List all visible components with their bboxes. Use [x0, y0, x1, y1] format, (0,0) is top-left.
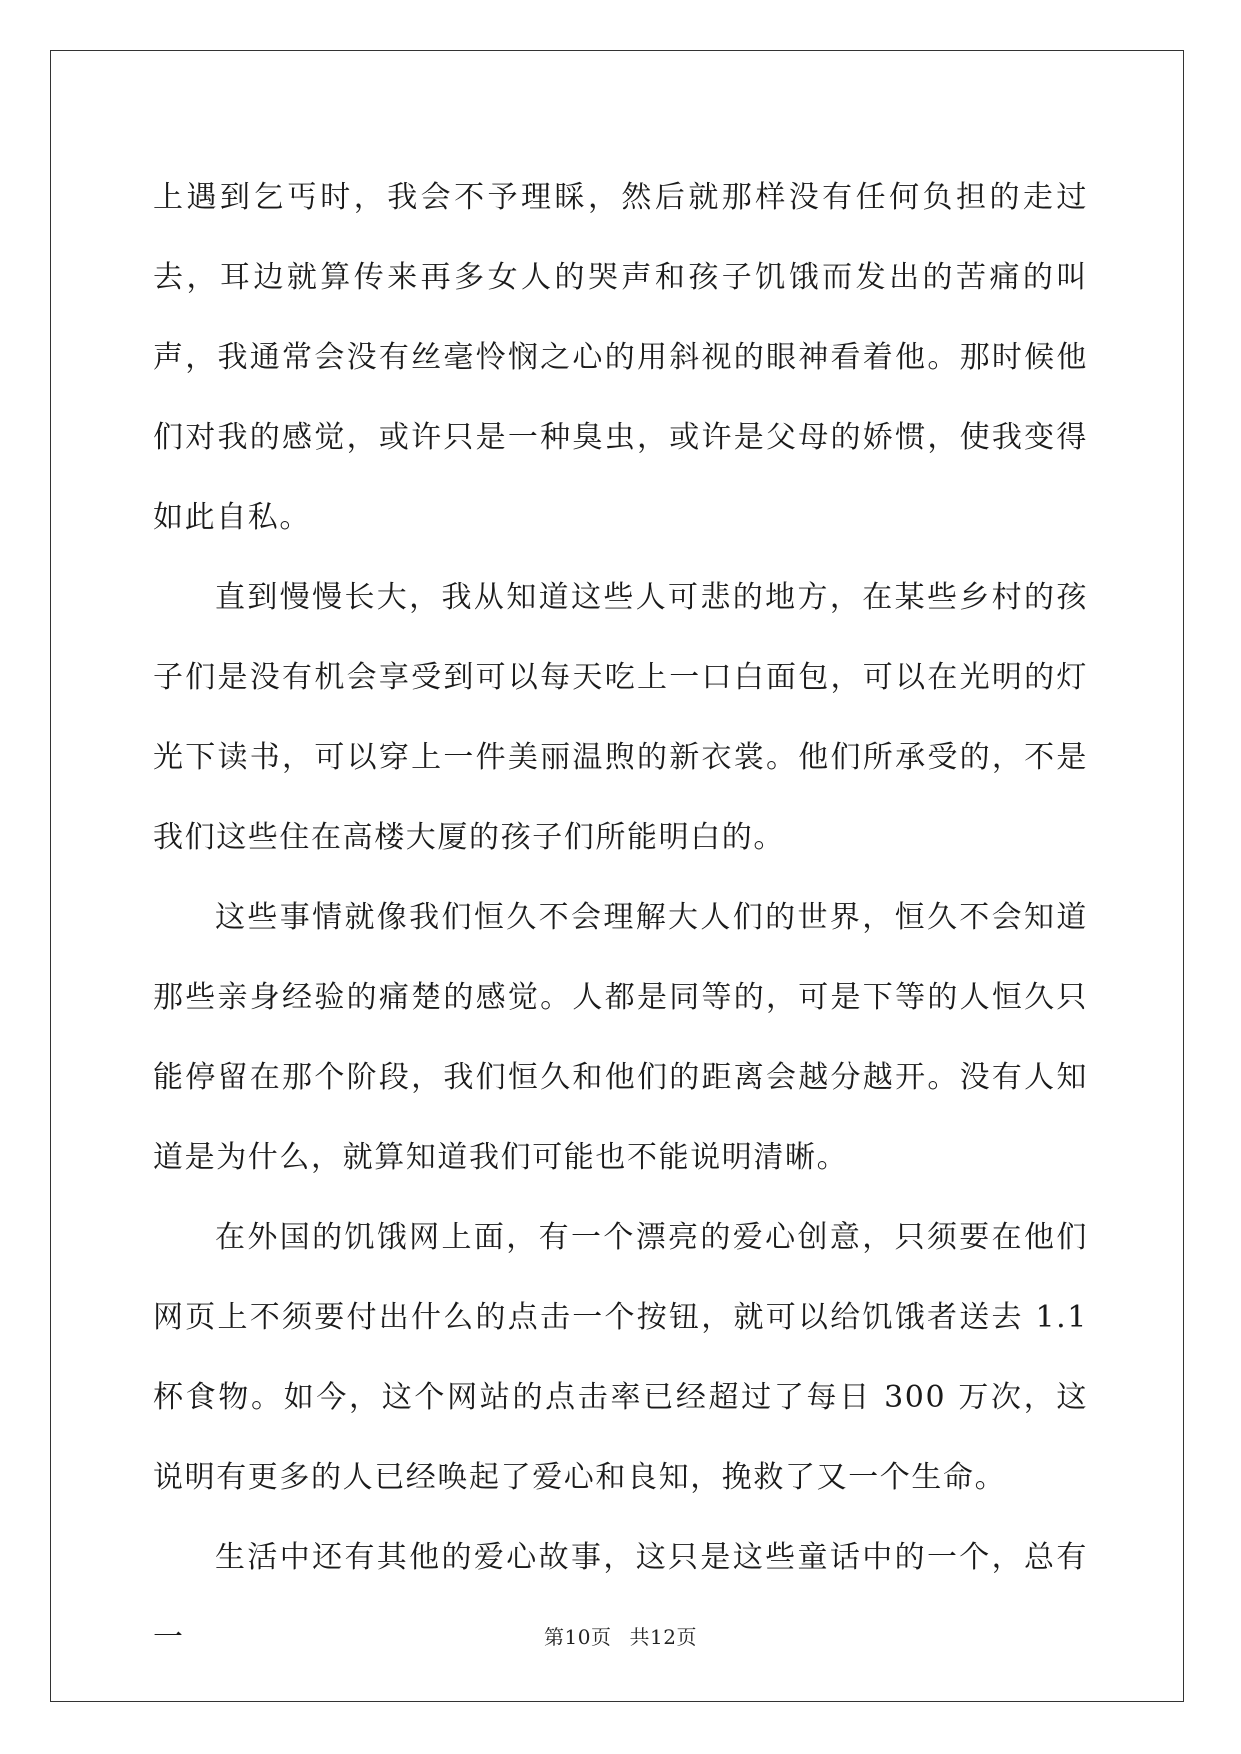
- page-footer: [0, 1621, 1241, 1650]
- paragraph-continued: 上遇到乞丐时，我会不予理睬，然后就那样没有任何负担的走过去，耳边就算传来再多女人的哭声和孩子饥饿而发出的苦痛的叫声，我通常会没有丝毫怜悯之心的用斜视的眼神看着他。那时候他们对我的感觉，或许只是一种臭虫，或许是父母的娇惯，使我变得如此自私。: [153, 180, 1088, 535]
- total-page-count: 共12页: [629, 1625, 697, 1649]
- document-body: [153, 158, 1088, 1678]
- paragraph: 生活中还有其他的爱心故事，这只是这些童话中的一个，总有一: [153, 1540, 1088, 1655]
- paragraph: 在外国的饥饿网上面，有一个漂亮的爱心创意，只须要在他们网页上不须要付出什么的点击一个按钮，就可以给饥饿者送去 1.1 杯食物。如今，这个网站的点击率已经超过了每日 300 万次，这说明有更多的人已经唤起了爱心和良知，挽救了又一个生命。: [153, 1220, 1088, 1495]
- paragraph: 直到慢慢长大，我从知道这些人可悲的地方，在某些乡村的孩子们是没有机会享受到可以每天吃上一口白面包，可以在光明的灯光下读书，可以穿上一件美丽温煦的新衣裳。他们所承受的，不是我们这些住在高楼大厦的孩子们所能明白的。: [153, 580, 1088, 855]
- paragraph: 这些事情就像我们恒久不会理解大人们的世界，恒久不会知道那些亲身经验的痛楚的感觉。人都是同等的，可是下等的人恒久只能停留在那个阶段，我们恒久和他们的距离会越分越开。没有人知道是为什么，就算知道我们可能也不能说明清晰。: [153, 900, 1088, 1175]
- current-page-number: 第10页: [544, 1625, 612, 1649]
